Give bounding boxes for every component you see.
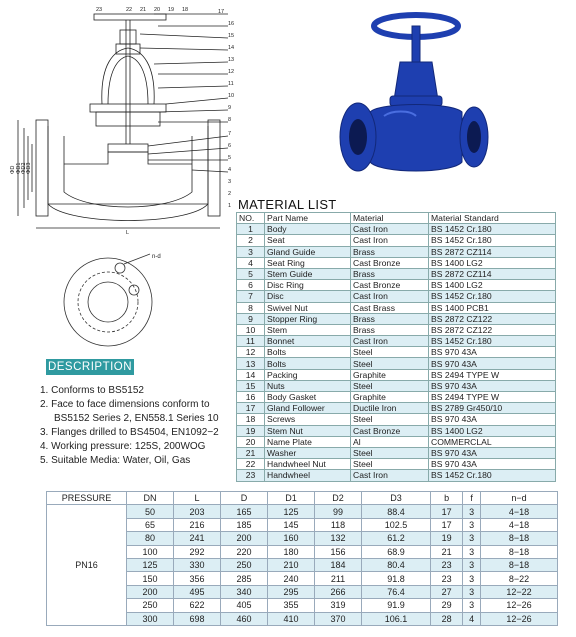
material-standard: BS 2494 TYPE W: [429, 369, 556, 380]
callout-18: 18: [182, 7, 189, 13]
col-dn: DN: [127, 492, 174, 505]
dim-d3: 106.1: [362, 612, 431, 625]
material-no: 8: [237, 302, 265, 313]
dim-dn: 300: [127, 612, 174, 625]
dim-d2: 266: [315, 585, 362, 598]
material-part-name: Seat Ring: [265, 257, 351, 268]
material-no: 11: [237, 336, 265, 347]
callout-12: 12: [228, 69, 235, 75]
material-standard: BS 970 43A: [429, 459, 556, 470]
dim-l: 622: [174, 599, 221, 612]
dim-l: 292: [174, 545, 221, 558]
col-d1: D1: [268, 492, 315, 505]
material-row: [237, 224, 556, 235]
flange-label: n-d: [152, 254, 161, 260]
material-material: Steel: [351, 447, 429, 458]
dim-dn: 80: [127, 532, 174, 545]
material-header-row: [237, 213, 556, 224]
material-part-name: Body: [265, 224, 351, 235]
material-material: Brass: [351, 246, 429, 257]
material-no: 18: [237, 414, 265, 425]
material-row: [237, 268, 556, 279]
dim-b: 29: [430, 599, 462, 612]
material-standard: BS 1400 PCB1: [429, 302, 556, 313]
dim-n-d: 4−18: [480, 518, 557, 531]
dim-dn: 100: [127, 545, 174, 558]
material-row: [237, 291, 556, 302]
material-part-name: Bolts: [265, 358, 351, 369]
description-item: 4. Working pressure: 125S, 200WOG: [40, 441, 206, 452]
dim-d2: 211: [315, 572, 362, 585]
col-d: D: [221, 492, 268, 505]
material-part-name: Disc: [265, 291, 351, 302]
dim-d: 200: [221, 532, 268, 545]
material-standard: BS 2872 CZ122: [429, 313, 556, 324]
material-part-name: Body Gasket: [265, 392, 351, 403]
col-f: f: [463, 492, 481, 505]
dim-d1: 180: [268, 545, 315, 558]
dim-d: 165: [221, 505, 268, 518]
material-part-name: Packing: [265, 369, 351, 380]
col-l: L: [174, 492, 221, 505]
dim-b: 23: [430, 558, 462, 571]
dim-l: 216: [174, 518, 221, 531]
dim-f: 3: [463, 532, 481, 545]
material-row: [237, 470, 556, 481]
callout-13: 13: [228, 57, 235, 63]
material-part-name: Stopper Ring: [265, 313, 351, 324]
material-row: [237, 380, 556, 391]
material-row: [237, 235, 556, 246]
dim-d1: ΦD1: [16, 162, 22, 174]
material-no: 13: [237, 358, 265, 369]
dim-d3: ΦD3: [26, 162, 32, 174]
material-material: Cast Iron: [351, 291, 429, 302]
material-material: Cast Bronze: [351, 280, 429, 291]
dim-d2: 156: [315, 545, 362, 558]
callout-16: 16: [228, 21, 235, 27]
material-material: Steel: [351, 380, 429, 391]
material-no: 12: [237, 347, 265, 358]
callout-20: 20: [154, 7, 161, 13]
callout-14: 14: [228, 45, 235, 51]
dimensions-header-row: [47, 492, 558, 505]
dim-d: 285: [221, 572, 268, 585]
material-list-title: MATERIAL LIST: [238, 197, 337, 212]
dim-b: 19: [430, 532, 462, 545]
dim-dn: 250: [127, 599, 174, 612]
material-no: 3: [237, 246, 265, 257]
dim-dn: 65: [127, 518, 174, 531]
material-no: 16: [237, 392, 265, 403]
dim-d1: 240: [268, 572, 315, 585]
dim-l: 495: [174, 585, 221, 598]
material-no: 15: [237, 380, 265, 391]
dim-n-d: 8−18: [480, 532, 557, 545]
material-row: [237, 246, 556, 257]
material-row: [237, 436, 556, 447]
material-material: Steel: [351, 414, 429, 425]
dim-f: 3: [463, 518, 481, 531]
callout-15: 15: [228, 33, 235, 39]
material-row: [237, 459, 556, 470]
dim-d2: 99: [315, 505, 362, 518]
material-no: 22: [237, 459, 265, 470]
dim-n-d: 8−18: [480, 558, 557, 571]
dim-b: 21: [430, 545, 462, 558]
dim-l: 330: [174, 558, 221, 571]
dim-n-d: 4−18: [480, 505, 557, 518]
dim-l: 241: [174, 532, 221, 545]
valve-section-drawing: [8, 4, 240, 236]
dim-f: 3: [463, 505, 481, 518]
dim-d2: 184: [315, 558, 362, 571]
dim-l: 698: [174, 612, 221, 625]
material-part-name: Gland Guide: [265, 246, 351, 257]
material-standard: BS 970 43A: [429, 380, 556, 391]
material-row: [237, 358, 556, 369]
material-part-name: Nuts: [265, 380, 351, 391]
material-part-name: Bolts: [265, 347, 351, 358]
material-part-name: Washer: [265, 447, 351, 458]
material-standard: BS 1452 Cr.180: [429, 336, 556, 347]
callout-2: 2: [228, 191, 232, 197]
material-part-name: Handwheel Nut: [265, 459, 351, 470]
material-row: [237, 302, 556, 313]
pressure-cell: PN16: [47, 505, 127, 626]
col-d3: D3: [362, 492, 431, 505]
dim-b: 28: [430, 612, 462, 625]
dim-dn: 150: [127, 572, 174, 585]
material-material: Ductile Iron: [351, 403, 429, 414]
callout-11: 11: [228, 81, 234, 87]
dim-d: ΦD: [10, 165, 16, 174]
dim-d2: ΦD2: [21, 162, 27, 174]
material-material: Steel: [351, 459, 429, 470]
callout-3: 3: [228, 179, 232, 185]
material-no: 5: [237, 268, 265, 279]
material-material: Steel: [351, 347, 429, 358]
material-standard: BS 970 43A: [429, 414, 556, 425]
dim-d1: 125: [268, 505, 315, 518]
callout-9: 9: [228, 105, 232, 111]
material-standard: BS 1452 Cr.180: [429, 291, 556, 302]
material-row: [237, 447, 556, 458]
callout-1: 1: [228, 203, 232, 209]
description-list: [40, 384, 235, 468]
material-no: 17: [237, 403, 265, 414]
dim-f: 4: [463, 612, 481, 625]
dim-l: L: [126, 230, 130, 236]
col-d2: D2: [315, 492, 362, 505]
dim-d: 185: [221, 518, 268, 531]
material-material: Brass: [351, 313, 429, 324]
material-row: [237, 347, 556, 358]
dim-d3: 102.5: [362, 518, 431, 531]
material-row: [237, 369, 556, 380]
dim-d1: 210: [268, 558, 315, 571]
dim-f: 3: [463, 558, 481, 571]
material-part-name: Stem Nut: [265, 425, 351, 436]
material-standard: BS 1452 Cr.180: [429, 235, 556, 246]
description-item: 5. Suitable Media: Water, Oil, Gas: [40, 455, 191, 466]
material-no: 9: [237, 313, 265, 324]
material-standard: BS 1400 LG2: [429, 425, 556, 436]
dim-d1: 295: [268, 585, 315, 598]
callout-22: 22: [126, 7, 133, 13]
callout-7: 7: [228, 131, 232, 137]
material-standard: BS 970 43A: [429, 347, 556, 358]
dim-d3: 88.4: [362, 505, 431, 518]
material-part-name: Gland Follower: [265, 403, 351, 414]
material-row: [237, 257, 556, 268]
material-row: [237, 336, 556, 347]
material-no: 20: [237, 436, 265, 447]
dim-d: 340: [221, 585, 268, 598]
dim-d1: 355: [268, 599, 315, 612]
callout-19: 19: [168, 7, 175, 13]
material-part-name: Screws: [265, 414, 351, 425]
dim-f: 3: [463, 572, 481, 585]
material-material: Brass: [351, 268, 429, 279]
dim-dn: 50: [127, 505, 174, 518]
material-list-table: [236, 212, 556, 482]
material-standard: BS 1452 Cr.180: [429, 224, 556, 235]
dim-d1: 145: [268, 518, 315, 531]
dim-n-d: 8−18: [480, 545, 557, 558]
callout-6: 6: [228, 143, 232, 149]
description-title: DESCRIPTION: [47, 361, 133, 373]
dim-d1: 160: [268, 532, 315, 545]
material-no: 6: [237, 280, 265, 291]
material-part-name: Bonnet: [265, 336, 351, 347]
material-material: Cast Brass: [351, 302, 429, 313]
material-row: [237, 403, 556, 414]
dim-d2: 319: [315, 599, 362, 612]
material-material: Cast Bronze: [351, 425, 429, 436]
dim-f: 3: [463, 585, 481, 598]
callout-10: 10: [228, 93, 235, 99]
material-material: Cast Iron: [351, 235, 429, 246]
material-standard: BS 970 43A: [429, 358, 556, 369]
material-material: Graphite: [351, 392, 429, 403]
material-standard: BS 2872 CZ114: [429, 246, 556, 257]
material-no: 4: [237, 257, 265, 268]
material-material: Graphite: [351, 369, 429, 380]
dim-d3: 68.9: [362, 545, 431, 558]
material-part-name: Handwheel: [265, 470, 351, 481]
material-row: [237, 414, 556, 425]
col-material: Material: [351, 213, 429, 224]
dim-n-d: 12−26: [480, 599, 557, 612]
col-pressure: PRESSURE: [47, 492, 127, 505]
dim-l: 203: [174, 505, 221, 518]
dim-d2: 118: [315, 518, 362, 531]
dim-b: 23: [430, 572, 462, 585]
material-no: 2: [237, 235, 265, 246]
material-no: 21: [237, 447, 265, 458]
material-no: 23: [237, 470, 265, 481]
material-part-name: Stem Guide: [265, 268, 351, 279]
description-item: BS5152 Series 2, EN558.1 Series 10: [54, 413, 219, 424]
material-part-name: Disc Ring: [265, 280, 351, 291]
callout-5: 5: [228, 155, 232, 161]
dim-d3: 91.8: [362, 572, 431, 585]
material-standard: BS 2494 TYPE W: [429, 392, 556, 403]
dim-n-d: 12−26: [480, 612, 557, 625]
material-part-name: Seat: [265, 235, 351, 246]
material-standard: BS 1400 LG2: [429, 257, 556, 268]
dim-d3: 80.4: [362, 558, 431, 571]
material-material: Cast Iron: [351, 470, 429, 481]
material-standard: BS 2789 Gr450/10: [429, 403, 556, 414]
material-standard: BS 970 43A: [429, 447, 556, 458]
dim-d: 405: [221, 599, 268, 612]
material-no: 14: [237, 369, 265, 380]
dim-d3: 91.9: [362, 599, 431, 612]
material-row: [237, 425, 556, 436]
dim-l: 356: [174, 572, 221, 585]
material-row: [237, 324, 556, 335]
dim-d3: 76.4: [362, 585, 431, 598]
col-part-name: Part Name: [265, 213, 351, 224]
callout-23: 23: [96, 7, 103, 13]
dim-dn: 200: [127, 585, 174, 598]
col-no: NO.: [237, 213, 265, 224]
col-standard: Material Standard: [429, 213, 556, 224]
dim-n-d: 8−22: [480, 572, 557, 585]
callout-21: 21: [140, 7, 147, 13]
dimension-row: [47, 505, 558, 518]
callout-8: 8: [228, 117, 232, 123]
material-standard: BS 2872 CZ122: [429, 324, 556, 335]
dim-d: 250: [221, 558, 268, 571]
dimensions-table: [46, 491, 558, 626]
description-item: 3. Flanges drilled to BS4504, EN1092−2: [40, 427, 219, 438]
material-row: [237, 313, 556, 324]
callout-4: 4: [228, 167, 232, 173]
dim-d2: 132: [315, 532, 362, 545]
dim-b: 27: [430, 585, 462, 598]
dim-f: 3: [463, 599, 481, 612]
material-material: Steel: [351, 358, 429, 369]
dim-d: 460: [221, 612, 268, 625]
material-material: Brass: [351, 324, 429, 335]
material-standard: BS 1452 Cr.180: [429, 470, 556, 481]
flange-end-view: [58, 250, 178, 354]
material-row: [237, 392, 556, 403]
material-material: Cast Iron: [351, 224, 429, 235]
material-standard: BS 2872 CZ114: [429, 268, 556, 279]
material-part-name: Swivel Nut: [265, 302, 351, 313]
valve-photo: [330, 12, 490, 192]
col-b: b: [430, 492, 462, 505]
material-standard: BS 1400 LG2: [429, 280, 556, 291]
dim-n-d: 12−22: [480, 585, 557, 598]
col-n-d: n−d: [480, 492, 557, 505]
callout-17: 17: [218, 9, 225, 15]
material-no: 1: [237, 224, 265, 235]
description-item: 2. Face to face dimensions conform to: [40, 399, 210, 410]
material-part-name: Name Plate: [265, 436, 351, 447]
dim-d: 220: [221, 545, 268, 558]
material-part-name: Stem: [265, 324, 351, 335]
material-no: 10: [237, 324, 265, 335]
material-material: Al: [351, 436, 429, 447]
material-material: Cast Iron: [351, 336, 429, 347]
material-row: [237, 280, 556, 291]
description-item: 1. Conforms to BS5152: [40, 385, 144, 396]
dim-d3: 61.2: [362, 532, 431, 545]
dim-d2: 370: [315, 612, 362, 625]
material-standard: COMMERCLAL: [429, 436, 556, 447]
dim-dn: 125: [127, 558, 174, 571]
dim-b: 17: [430, 518, 462, 531]
dim-b: 17: [430, 505, 462, 518]
dim-f: 3: [463, 545, 481, 558]
dim-d1: 410: [268, 612, 315, 625]
material-no: 7: [237, 291, 265, 302]
material-material: Cast Bronze: [351, 257, 429, 268]
material-no: 19: [237, 425, 265, 436]
